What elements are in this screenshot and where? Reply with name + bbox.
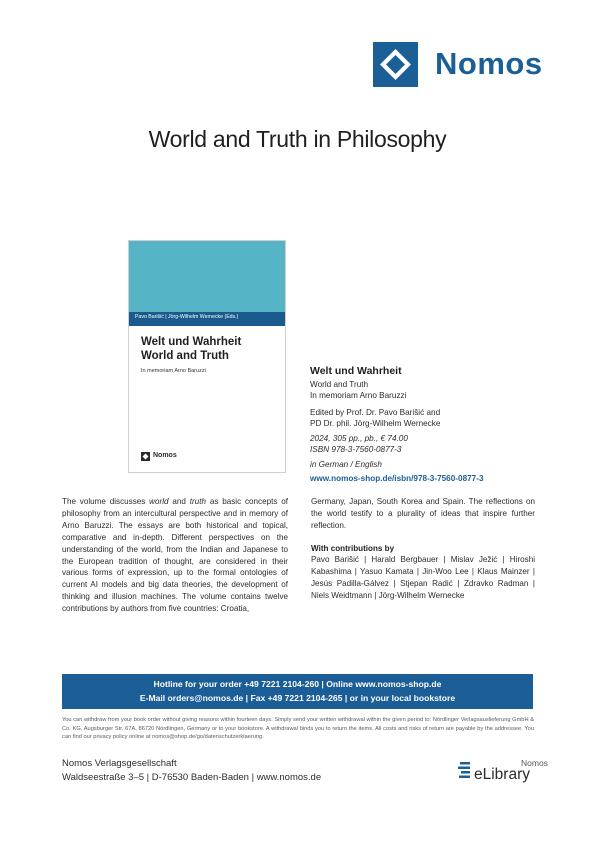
publisher-block xyxy=(62,757,321,785)
book-editors-1: Edited by Prof. Dr. Pavo Barišić and xyxy=(310,408,441,417)
elibrary-stripes-icon xyxy=(458,760,474,782)
nomos-diamond-icon xyxy=(373,42,418,87)
cover-publisher: Nomos xyxy=(153,452,177,459)
publisher-address: Waldseestraße 3–5 | D-76530 Baden-Baden | www.nomos.de xyxy=(62,772,322,783)
order-hotline-bar xyxy=(62,674,533,709)
book-cover xyxy=(128,240,286,473)
cover-memoriam: In memoriam Arno Baruzzi xyxy=(141,368,206,374)
cover-title-en: World and Truth xyxy=(141,350,229,362)
cover-color-block xyxy=(129,241,285,312)
cover-editors: Pavo Barišić | Jörg-Wilhelm Wernecke (Eds.) xyxy=(135,314,239,320)
withdrawal-notice: You can withdraw from your book order without giving reasons within fourteen days. Simply send your written withdrawal within the given period to: Nördlinger Verlagsauslieferung GmbH & Co. KG, Augsburger Str. 67A, 86720 Nördlingen, Germany or to your bookstore. A withdrawal binds you to return the items. All costs and risks of return are payable by the addressee. You can find our privacy policy online at nomos@shop.de/go/datenschutzerklaerung. xyxy=(62,717,534,741)
nomos-wordmark: Nomos xyxy=(435,46,543,81)
hotline-line-2: E-Mail orders@nomos.de | Fax +49 7221 2104-265 | or in your local bookstore xyxy=(139,692,456,703)
book-title: Welt und Wahrheit xyxy=(310,365,402,377)
hotline-line-1: Hotline for your order +49 7221 2104-260 | Online www.nomos-shop.de xyxy=(153,679,442,689)
book-memoriam: In memoriam Arno Baruzzi xyxy=(310,391,407,400)
elibrary-wordmark: eLibrary xyxy=(474,766,530,783)
elibrary-brand: Nomos xyxy=(521,758,548,768)
page-title: World and Truth in Philosophy xyxy=(148,126,447,152)
book-editors-2: PD Dr. phil. Jörg-Wilhelm Wernecke xyxy=(310,419,441,428)
book-info xyxy=(310,365,550,484)
book-subtitle: World and Truth xyxy=(310,380,369,389)
book-language: in German / English xyxy=(310,460,382,469)
contributions-list: Pavo Barišić | Harald Bergbauer | Mislav Ježić | Hiroshi Kabashima | Yasuo Kamata | Jin-Woo Lee | Klaus Mainzer | Jesús Padilla-Gálvez | Stjepan Radić | Zdravko Radman | Niels Weidtmann | Jörg-Wilhelm Wernecke xyxy=(311,555,535,600)
book-details: 2024, 305 pp., pb., € 74.00 xyxy=(310,434,408,443)
nomos-logo xyxy=(373,42,543,90)
cover-title-de: Welt und Wahrheit xyxy=(141,336,242,348)
book-shop-link[interactable]: www.nomos-shop.de/isbn/978-3-7560-0877-3 xyxy=(310,474,484,483)
description-left: The volume discusses world and truth as basic concepts of philosophy from an intercultural perspective and in memory of Arno Baruzzi. The essays are both historical and topical, comparative and in-depth. Different perspectives on the understanding of the world, from the Indian and Japanese to the European tradition of thought, are considered in their various forms of expression, up to the formal ontologies of current AI models and big data theories, the development of thinking and illusion machines. The volume contains twelve contributions by authors from five countries: Croatia, xyxy=(62,497,288,614)
contributions-heading: With contributions by xyxy=(311,544,395,553)
book-isbn: ISBN 978-3-7560-0877-3 xyxy=(310,445,402,454)
publisher-name: Nomos Verlagsgesellschaft xyxy=(62,758,177,769)
elibrary-logo xyxy=(458,758,548,788)
cover-nomos-icon xyxy=(141,452,150,461)
description-right: Germany, Japan, South Korea and Spain. The reflections on the world testify to a plurality of ideas that inspire further reflection. xyxy=(311,497,535,530)
